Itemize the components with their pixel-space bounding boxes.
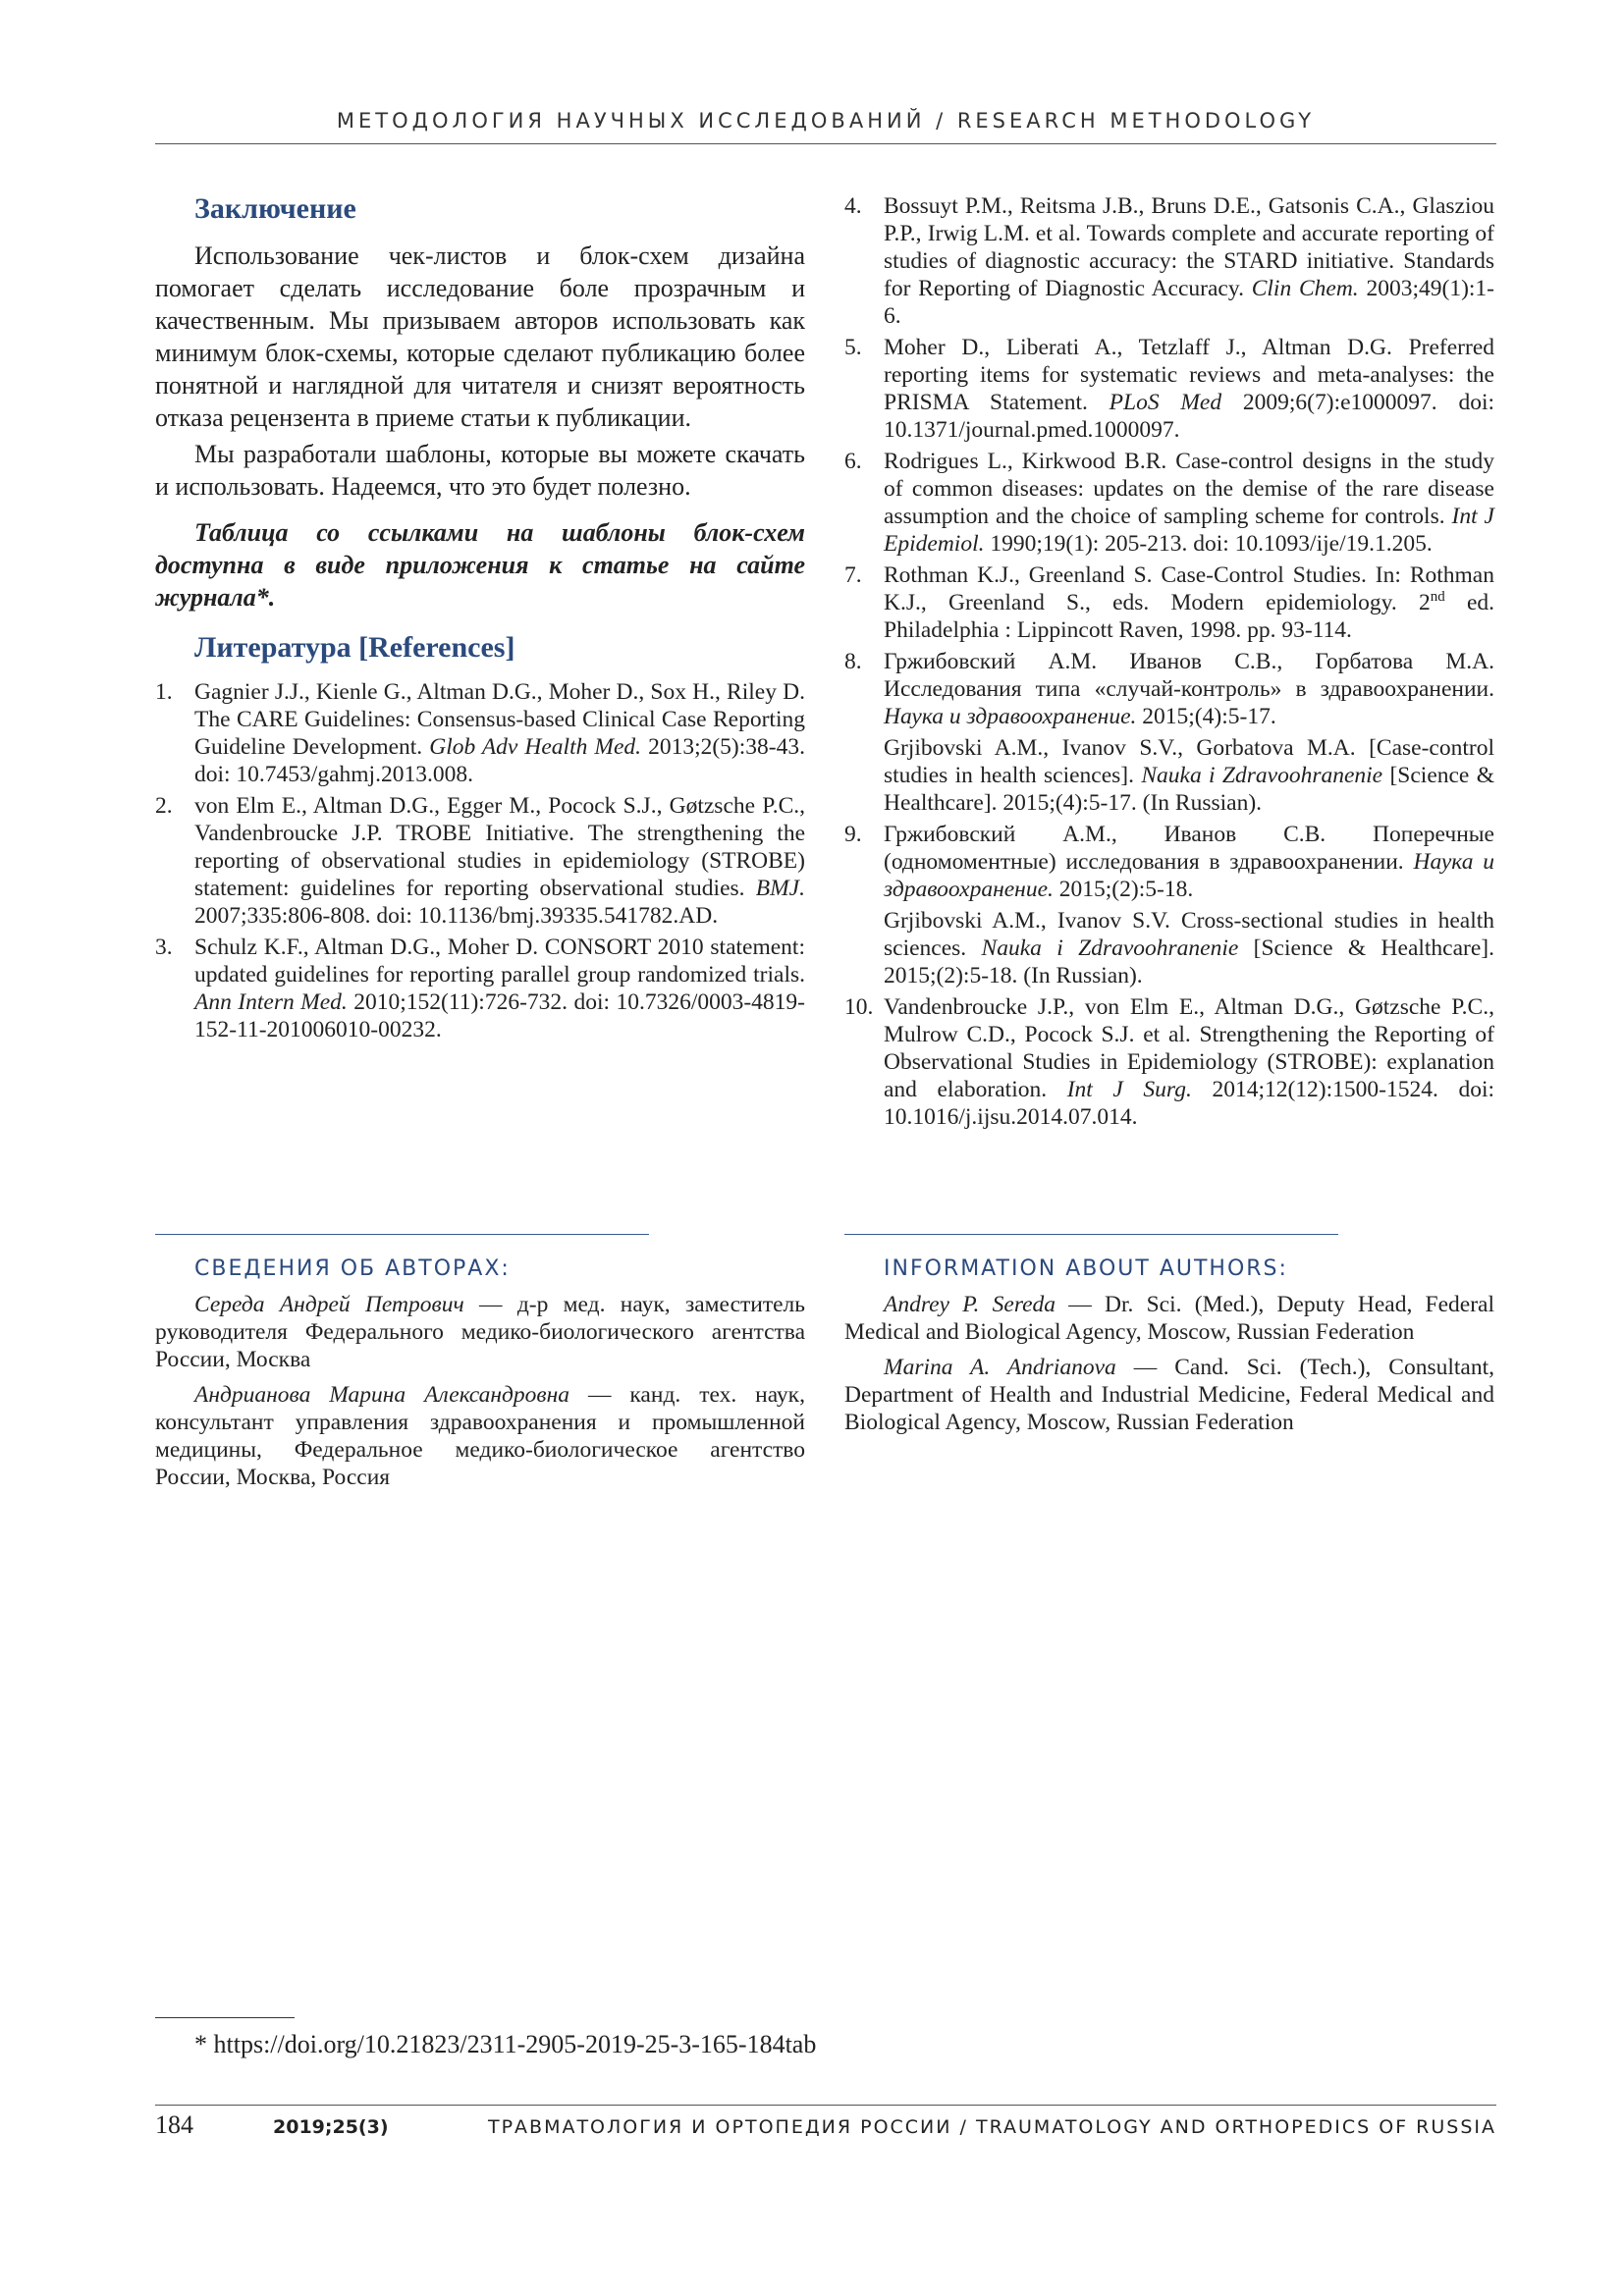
page-number: 184 bbox=[155, 2110, 193, 2139]
authors-ru bbox=[155, 1256, 805, 1499]
reference-text: [Science & Healthcare]. 2015;(2):5-18. (In Russian). bbox=[884, 935, 1494, 988]
footer-rule bbox=[155, 2105, 1496, 2106]
reference-item bbox=[844, 448, 1494, 558]
reference-item bbox=[844, 561, 1494, 644]
author-name: Andrey P. Sereda bbox=[884, 1292, 1056, 1317]
reference-text: 2015;(4):5-17. bbox=[1136, 704, 1276, 729]
reference-text: 2007;335:806-808. doi: 10.1136/bmj.39335.541782.AD. bbox=[194, 903, 719, 929]
reference-journal: Int J Epidemiol. bbox=[884, 504, 1494, 557]
reference-text: Rothman K.J., Greenland S. Case-Control Studies. In: Rothman K.J., Greenland S., eds. Modern epidemiology. 2 bbox=[884, 562, 1494, 615]
author-name: Середа Андрей Петрович bbox=[194, 1292, 464, 1317]
references-list-right bbox=[844, 192, 1494, 1131]
references-heading: Литература [References] bbox=[194, 631, 515, 664]
author-details: — д-р мед. наук, заместитель руководителя Федерального медико-биологического агентства России, Москва bbox=[155, 1292, 805, 1372]
reference-text: 2014;12(12):1500-1524. doi: 10.1016/j.ijsu.2014.07.014. bbox=[884, 1077, 1495, 1130]
reference-number: 4. bbox=[844, 193, 862, 219]
reference-text: 2009;6(7):e1000097. doi: 10.1371/journal.pmed.1000097. bbox=[884, 390, 1495, 443]
reference-journal: Clin Chem. bbox=[1251, 276, 1359, 301]
right-column bbox=[844, 192, 1494, 1135]
references-list-left bbox=[155, 678, 805, 1043]
reference-journal: Наука и здравоохранение. bbox=[884, 849, 1495, 902]
footnote-rule bbox=[155, 2017, 295, 2018]
author-details: — Cand. Sci. (Tech.), Consultant, Department of Health and Industrial Medicine, Federal Medical and Biological Agency, Moscow, Russian Federation bbox=[844, 1355, 1494, 1435]
reference-text: Bossuyt P.M., Reitsma J.B., Bruns D.E., Gatsonis C.A., Glasziou P.P., Irwig L.M. et al. Towards complete and accurate reporting of studies of diagnostic accuracy: the STARD initiative. Standards for Reporting of Diagnostic Accuracy. bbox=[884, 193, 1494, 301]
reference-item bbox=[844, 993, 1494, 1131]
reference-item bbox=[155, 678, 805, 788]
reference-text: Moher D., Liberati A., Tetzlaff J., Altman D.G. Preferred reporting items for systematic reviews and meta-analyses: the PRISMA Statement. bbox=[884, 335, 1494, 415]
reference-text: Gagnier J.J., Kienle G., Altman D.G., Moher D., Sox H., Riley D. The CARE Guidelines: Consensus-based Clinical Case Reporting Guideline Development. bbox=[194, 679, 805, 760]
reference-text: 2010;152(11):726-732. doi: 10.7326/0003-4819-152-11-201006010-00232. bbox=[194, 989, 806, 1042]
author-name: Marina A. Andrianova bbox=[884, 1355, 1116, 1380]
footnote: * https://doi.org/10.21823/2311-2905-2019-25-3-165-184tab bbox=[194, 2030, 817, 2058]
reference-text: Grjibovski A.M., Ivanov S.V., Gorbatova M.A. [Case-control studies in health sciences]. bbox=[884, 735, 1494, 788]
reference-number: 1. bbox=[155, 679, 173, 705]
reference-item bbox=[844, 648, 1494, 817]
reference-superscript: nd bbox=[1430, 589, 1445, 606]
reference-journal: BMJ. bbox=[755, 876, 805, 901]
reference-journal: PLoS Med bbox=[1109, 390, 1222, 415]
reference-journal: Nauka i Zdravoohranenie bbox=[1141, 763, 1383, 788]
reference-item bbox=[155, 792, 805, 930]
reference-number: 2. bbox=[155, 793, 173, 819]
conclusion-heading: Заключение bbox=[194, 192, 356, 225]
reference-item bbox=[844, 192, 1494, 330]
reference-number: 6. bbox=[844, 449, 862, 474]
conclusion-paragraph: Мы разработали шаблоны, которые вы можете скачать и использовать. Надеемся, что это будет полезно. bbox=[155, 440, 805, 501]
author-entry bbox=[155, 1381, 805, 1491]
header-rule bbox=[155, 143, 1496, 144]
reference-text: 2013;2(5):38-43. doi: 10.7453/gahmj.2013.008. bbox=[194, 734, 805, 787]
reference-journal: Glob Adv Health Med. bbox=[429, 734, 642, 760]
conclusion-paragraph: Использование чек-листов и блок-схем дизайна помогает сделать исследование боле прозрачным и качественным. Мы призываем авторов использовать как минимум блок-схемы, которые сделают публикацию более понятной и наглядной для читателя и снизят вероятность отказа рецензента в приеме статьи к публикации. bbox=[155, 241, 805, 432]
reference-text: Rodrigues L., Kirkwood B.R. Case-control designs in the study of common diseases: updates on the demise of the rare disease assumption and the choice of sampling scheme for controls. bbox=[884, 449, 1494, 529]
reference-text: 2015;(2):5-18. bbox=[1053, 877, 1194, 902]
reference-number: 9. bbox=[844, 822, 862, 847]
reference-item bbox=[844, 821, 1494, 989]
running-header: МЕТОДОЛОГИЯ НАУЧНЫХ ИССЛЕДОВАНИЙ / RESEARCH METHODOLOGY bbox=[336, 109, 1316, 133]
authors-ru-heading: СВЕДЕНИЯ ОБ АВТОРАХ: bbox=[194, 1256, 511, 1281]
reference-text: 2003;49(1):1-6. bbox=[884, 276, 1494, 329]
author-entry bbox=[844, 1291, 1494, 1346]
reference-text: Grjibovski A.M., Ivanov S.V. Cross-sectional studies in health sciences. bbox=[884, 908, 1494, 961]
issue-label: 2019;25(3) bbox=[273, 2116, 389, 2138]
reference-translation bbox=[884, 734, 1494, 817]
reference-translation bbox=[884, 907, 1494, 989]
reference-text: 1990;19(1): 205-213. doi: 10.1093/ije/19.1.205. bbox=[984, 531, 1433, 557]
reference-text: [Science & Healthcare]. 2015;(4):5-17. (In Russian). bbox=[884, 763, 1494, 816]
journal-name: ТРАВМАТОЛОГИЯ И ОРТОПЕДИЯ РОССИИ / TRAUMATOLOGY AND ORTHOPEDICS OF RUSSIA bbox=[487, 2116, 1496, 2138]
reference-journal: Nauka i Zdravoohranenie bbox=[981, 935, 1239, 961]
reference-text: Vandenbroucke J.P., von Elm E., Altman D.G., Gøtzsche P.C., Mulrow C.D., Pocock S.J. et al. Strengthening the Reporting of Observational Studies in Epidemiology (STROBE): explanation and elaboration. bbox=[884, 994, 1494, 1102]
author-name: Андрианова Марина Александровна bbox=[194, 1382, 570, 1408]
reference-number: 7. bbox=[844, 562, 862, 588]
author-entry bbox=[155, 1291, 805, 1373]
reference-item bbox=[155, 934, 805, 1043]
reference-text: von Elm E., Altman D.G., Egger M., Pocock S.J., Gøtzsche P.C., Vandenbroucke J.P. TROBE Initiative. The strengthening the reporting of observational studies in epidemiology (STROBE) statement: guidelines for reporting observational studies. bbox=[194, 793, 805, 901]
reference-journal: Наука и здравоохранение. bbox=[884, 704, 1137, 729]
author-details: — канд. тех. наук, консультант управления здравоохранения и промышленной медицины, Федеральное медико-биологическое агентство России, Москва, Россия bbox=[155, 1382, 805, 1490]
reference-number: 5. bbox=[844, 335, 862, 360]
reference-text: Гржибовский А.М., Иванов С.В. Поперечные (одномоментные) исследования в здравоохранении. bbox=[884, 822, 1494, 875]
authors-separator-left bbox=[155, 1234, 649, 1235]
reference-journal: Int J Surg. bbox=[1066, 1077, 1192, 1102]
authors-separator-right bbox=[844, 1234, 1338, 1235]
left-column bbox=[155, 192, 805, 1047]
reference-text: ed. Philadelphia : Lippincott Raven, 1998. pp. 93-114. bbox=[884, 590, 1494, 643]
author-details: — Dr. Sci. (Med.), Deputy Head, Federal Medical and Biological Agency, Moscow, Russian Federation bbox=[844, 1292, 1495, 1345]
reference-number: 10. bbox=[844, 994, 874, 1020]
reference-text: Schulz K.F., Altman D.G., Moher D. CONSORT 2010 statement: updated guidelines for reporting parallel group randomized trials. bbox=[194, 934, 805, 988]
reference-number: 3. bbox=[155, 934, 173, 960]
authors-en bbox=[844, 1256, 1494, 1444]
reference-number: 8. bbox=[844, 649, 862, 674]
reference-journal: Ann Intern Med. bbox=[194, 989, 348, 1015]
reference-item bbox=[844, 334, 1494, 444]
reference-text: Гржибовский А.М. Иванов С.В., Горбатова М.А. Исследования типа «случай-контроль» в здравоохранении. bbox=[884, 649, 1494, 702]
author-entry bbox=[844, 1354, 1494, 1436]
appendix-note: Таблица со ссылками на шаблоны блок-схем доступна в виде приложения к статье на сайте журнала*. bbox=[155, 518, 805, 612]
authors-en-heading: INFORMATION ABOUT AUTHORS: bbox=[884, 1256, 1288, 1281]
